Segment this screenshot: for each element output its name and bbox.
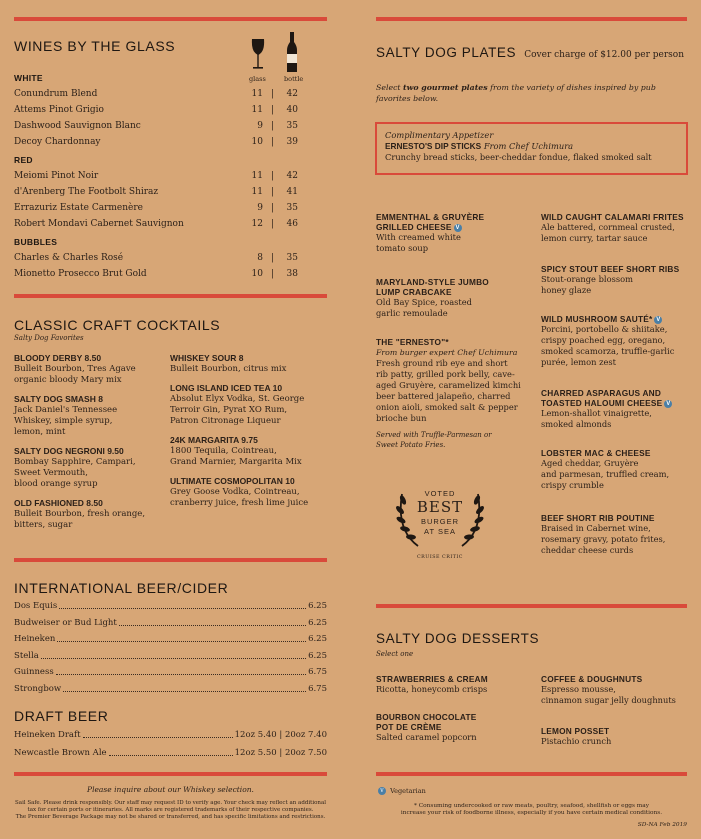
wine-name: Dashwood Sauvignon Blanc xyxy=(14,121,141,131)
wine-glass-price: 11 xyxy=(251,171,263,181)
menu-item-title xyxy=(541,726,696,736)
cocktail-ingredients: cranberry juice, fresh lime juice xyxy=(170,498,309,508)
cocktail-ingredients: Bombay Sapphire, Campari, xyxy=(14,457,136,467)
menu-item-title xyxy=(376,277,536,287)
menu-item xyxy=(541,388,691,430)
wine-name: Decoy Chardonnay xyxy=(14,137,101,147)
menu-item-title-text: WILD MUSHROOM SAUTÉ* xyxy=(541,314,653,324)
menu-item-title xyxy=(376,674,531,684)
divider-bar xyxy=(14,17,327,21)
dot-leader xyxy=(109,747,233,756)
cocktail-name: ULTIMATE COSMOPOLITAN 10 xyxy=(170,476,295,486)
divider-bar xyxy=(14,772,327,776)
menu-item-desc: purée, lemon zest xyxy=(541,357,616,367)
vegetarian-icon: V xyxy=(455,225,460,231)
wine-bottle-price: 38 xyxy=(286,269,298,279)
ernesto-title: THE "ERNESTO"* xyxy=(376,337,449,347)
beer-row xyxy=(14,600,327,612)
notice-line: * Consuming undercooked or raw meats, poultry, seafood, shellfish or eggs may xyxy=(413,803,650,809)
legal-line: Sail Safe. Please drink responsibly. Our staff may request ID to verify age. Your check may reflect an additional xyxy=(15,800,326,806)
ernesto-desc-line: brioche bun xyxy=(376,413,427,423)
vegetarian-icon: v xyxy=(378,787,386,795)
draft-price: 12oz 5.50 | 20oz 7.50 xyxy=(234,748,327,758)
plates-intro: Select two gourmet plates from the variety of dishes inspired by pub favorites below. xyxy=(376,83,656,103)
ernesto-from: From burger expert Chef Uchimura xyxy=(376,348,518,357)
menu-item-desc: smoked almonds xyxy=(541,419,612,429)
wine-name: Conundrum Blend xyxy=(14,89,98,99)
desserts-subtitle: Select one xyxy=(376,650,414,658)
wine-group-heading: WHITE xyxy=(14,73,43,83)
wine-glass-price: 11 xyxy=(251,187,263,197)
price-separator: | xyxy=(271,253,275,263)
cocktail-item xyxy=(170,476,330,509)
dot-leader xyxy=(41,650,306,659)
draft-name: Heineken Draft xyxy=(14,730,81,740)
cocktail-name: SALTY DOG SMASH 8 xyxy=(14,394,103,404)
menu-item-title xyxy=(376,712,531,722)
beer-name: Stella xyxy=(14,650,39,661)
dot-leader xyxy=(59,600,306,609)
draft-row xyxy=(14,729,327,741)
menu-item-title-text: EMMENTHAL & GRUYÈRE xyxy=(376,212,485,222)
beer-price: 6.75 xyxy=(308,683,327,694)
ernesto-served xyxy=(376,430,534,450)
cocktail-ingredients: Grand Marnier, Margarita Mix xyxy=(170,457,302,467)
cocktail-item xyxy=(14,394,164,438)
menu-item-title xyxy=(541,264,691,274)
ernesto-desc-line: beer battered jalapeño, charred xyxy=(376,391,511,401)
wine-glass-price: 11 xyxy=(251,105,263,115)
wine-glass-price: 9 xyxy=(257,203,263,213)
cocktail-item xyxy=(170,435,330,468)
menu-item-title-text: LUMP CRABCAKE xyxy=(376,287,452,297)
menu-item-title-text: TOASTED HALOUMI CHEESE xyxy=(541,398,663,408)
menu-item-desc: cheddar cheese curds xyxy=(541,545,634,555)
cocktail-item xyxy=(14,498,164,531)
price-separator: | xyxy=(271,89,275,99)
col-glass-label: glass xyxy=(249,75,266,83)
menu-item-title xyxy=(541,448,691,458)
award-burger: BURGER xyxy=(420,517,460,526)
wine-bottle-icon xyxy=(285,32,299,72)
cocktail-ingredients: organic bloody Mary mix xyxy=(14,375,122,385)
plates-title: SALTY DOG PLATES xyxy=(376,45,517,60)
ernesto-desc-line: Fresh ground rib eye and short xyxy=(376,358,508,368)
dot-leader xyxy=(119,617,306,626)
menu-item xyxy=(541,726,696,747)
wine-bottle-price: 41 xyxy=(286,187,298,197)
wine-name: Charles & Charles Rosé xyxy=(14,253,124,263)
wine-name: Attems Pinot Grigio xyxy=(14,105,104,115)
beer-price: 6.25 xyxy=(308,634,327,644)
wine-name: Robert Mondavi Cabernet Sauvignon xyxy=(14,219,184,229)
beer-row xyxy=(14,617,327,629)
draft-price: 12oz 5.40 | 20oz 7.40 xyxy=(234,730,327,740)
beer-name: Guinness xyxy=(14,667,54,677)
cocktail-ingredients: Absolut Elyx Vodka, St. George xyxy=(170,394,305,404)
menu-item-title-text: SPICY STOUT BEEF SHORT RIBS xyxy=(541,264,680,274)
wine-name: Mionetto Prosecco Brut Gold xyxy=(14,269,147,279)
wine-bottle-price: 35 xyxy=(286,253,298,263)
notice-line: increase your risk of foodborne illness, especially if you have certain medical conditions. xyxy=(400,810,663,816)
menu-item-desc: Porcini, portobello & shiitake, xyxy=(541,324,668,334)
appetizer-title: ERNESTO'S DIP STICKS From Chef Uchimura xyxy=(385,141,574,151)
beer-price: 6.25 xyxy=(308,650,327,661)
menu-item-title xyxy=(376,222,536,232)
ernesto-served-line: Sweet Potato Fries. xyxy=(376,441,446,449)
cocktail-ingredients: Grey Goose Vodka, Cointreau, xyxy=(170,487,300,497)
menu-item-title-text: COFFEE & DOUGHNUTS xyxy=(541,674,643,684)
legal-line: tax for certain ports or itineraries. All marks are registered trademarks of their respective companies. xyxy=(27,807,314,813)
vegetarian-icon: V xyxy=(666,401,671,407)
menu-item-desc: rosemary gravy, potato frites, xyxy=(541,534,666,544)
menu-item xyxy=(541,674,696,706)
wine-bottle-price: 35 xyxy=(286,121,298,131)
cocktail-ingredients: Bulleit Bourbon, fresh orange, xyxy=(14,509,146,519)
wine-name: Errazuriz Estate Carmenère xyxy=(14,203,144,213)
beer-name: Budweiser or Bud Light xyxy=(14,617,117,628)
legal-notice xyxy=(14,800,327,821)
menu-item xyxy=(376,212,536,254)
menu-item-desc: smoked scamorza, truffle-garlic xyxy=(541,346,675,356)
beer-row xyxy=(14,683,327,695)
price-separator: | xyxy=(271,219,275,229)
wine-bottle-price: 42 xyxy=(286,89,298,99)
menu-item-title-text: WILD CAUGHT CALAMARI FRITES xyxy=(541,212,684,222)
draft-title: DRAFT BEER xyxy=(14,708,109,724)
beer-price: 6.75 xyxy=(308,667,327,677)
menu-item-desc: crispy poached egg, oregano, xyxy=(541,335,666,345)
menu-item-title-text: LEMON POSSET xyxy=(541,726,610,736)
menu-item-title xyxy=(541,388,691,398)
col-bottle-label: bottle xyxy=(284,75,304,83)
cocktail-item xyxy=(14,353,164,386)
award-best: BEST xyxy=(416,498,464,516)
menu-item xyxy=(541,264,691,296)
divider-bar xyxy=(376,772,687,776)
ernesto-desc xyxy=(376,358,534,424)
menu-item-title xyxy=(541,212,691,222)
menu-item-desc: Salted caramel popcorn xyxy=(376,732,477,742)
cocktail-ingredients: 1800 Tequila, Cointreau, xyxy=(170,446,277,456)
wine-bottle-price: 42 xyxy=(286,171,298,181)
appetizer-desc: Crunchy bread sticks, beer-cheddar fondue, flaked smoked salt xyxy=(385,152,652,162)
menu-item-desc: honey glaze xyxy=(541,285,592,295)
beer-price: 6.25 xyxy=(308,601,327,611)
price-separator: | xyxy=(271,203,275,213)
menu-item-desc: Old Bay Spice, roasted xyxy=(376,297,472,307)
divider-bar xyxy=(14,294,327,298)
cocktails-left-column xyxy=(14,353,164,539)
cocktails-title: CLASSIC CRAFT COCKTAILS xyxy=(14,317,221,333)
cover-charge: Cover charge of $12.00 per person xyxy=(524,50,685,60)
whiskey-note: Please inquire about our Whiskey selection. xyxy=(87,785,254,794)
menu-item xyxy=(541,513,691,556)
wine-bottle-price: 46 xyxy=(286,219,298,229)
divider-bar xyxy=(14,558,327,562)
cocktail-ingredients: Whiskey, simple syrup, xyxy=(14,416,113,426)
wine-glass-price: 11 xyxy=(251,89,263,99)
menu-item-title-text: BEEF SHORT RIB POUTINE xyxy=(541,513,655,523)
cocktail-ingredients: lemon, mint xyxy=(14,427,66,437)
menu-item-title xyxy=(376,722,531,732)
dot-leader xyxy=(83,729,233,738)
wine-glass-price: 10 xyxy=(251,269,263,279)
menu-item xyxy=(541,212,691,244)
price-separator: | xyxy=(271,171,275,181)
menu-item-title-text: BOURBON CHOCOLATE xyxy=(376,712,477,722)
beer-name: Dos Equis xyxy=(14,601,58,611)
divider-bar xyxy=(376,17,687,21)
cocktail-name: OLD FASHIONED 8.50 xyxy=(14,498,103,508)
dot-leader xyxy=(57,633,306,642)
menu-item-title xyxy=(376,212,536,222)
menu-item-desc: Ricotta, honeycomb crisps xyxy=(376,684,488,694)
menu-code: SD-NA Feb 2019 xyxy=(637,822,687,828)
menu-item-desc: Braised in Cabernet wine, xyxy=(541,523,651,533)
vegetarian-legend: v Vegetarian xyxy=(376,787,426,795)
cocktail-item xyxy=(170,383,330,427)
cocktail-name: LONG ISLAND ICED TEA 10 xyxy=(170,383,283,393)
menu-item-desc: cinnamon sugar jelly doughnuts xyxy=(541,695,676,705)
wine-group-heading: BUBBLES xyxy=(14,237,58,247)
wine-name: Meiomi Pinot Noir xyxy=(14,171,99,181)
cocktail-name: 24K MARGARITA 9.75 xyxy=(170,435,258,445)
menu-item-desc: Ale battered, cornmeal crusted, xyxy=(541,222,675,232)
beer-row xyxy=(14,633,327,645)
menu-item-title-text: STRAWBERRIES & CREAM xyxy=(376,674,488,684)
beer-row xyxy=(14,666,327,678)
desserts-title: SALTY DOG DESSERTS xyxy=(376,631,540,646)
cocktail-ingredients: Jack Daniel's Tennessee xyxy=(14,405,118,415)
wine-bottle-price: 40 xyxy=(286,105,298,115)
cocktail-name: BLOODY DERBY 8.50 xyxy=(14,353,102,363)
legal-line: The Premier Beverage Package may not be shared or transferred, and has specific limitations and restrictions. xyxy=(15,814,326,820)
cocktail-ingredients: bitters, sugar xyxy=(14,520,73,530)
menu-item xyxy=(376,712,531,743)
ernesto-desc-line: aged Gruyère, caramelized kimchi xyxy=(376,380,521,390)
best-burger-award xyxy=(390,482,490,567)
menu-item xyxy=(541,448,691,491)
cocktails-right-column xyxy=(170,353,330,517)
cocktail-ingredients: Patron Citronage Liqueur xyxy=(170,416,281,426)
beer-name: Heineken xyxy=(14,634,56,644)
menu-item-desc: Espresso mousse, xyxy=(541,684,616,694)
beer-title: INTERNATIONAL BEER/CIDER xyxy=(14,580,229,596)
cocktail-ingredients: Bulleit Bourbon, citrus mix xyxy=(170,364,287,374)
cocktail-item xyxy=(170,353,330,375)
beer-name: Strongbow xyxy=(14,683,62,694)
price-separator: | xyxy=(271,187,275,197)
cocktail-ingredients: Sweet Vermouth, xyxy=(14,468,88,478)
cocktail-name: WHISKEY SOUR 8 xyxy=(170,353,244,363)
draft-row xyxy=(14,747,327,759)
vegetarian-icon: V xyxy=(656,317,661,323)
cocktail-ingredients: Bulleit Bourbon, Tres Agave xyxy=(14,364,136,374)
menu-item-title xyxy=(541,398,691,408)
award-source: CRUISE CRITIC xyxy=(417,555,463,560)
wine-glass-icon xyxy=(250,38,266,72)
menu-item-desc: and parmesan, truffled cream, xyxy=(541,469,670,479)
wine-glass-price: 10 xyxy=(251,137,263,147)
food-safety-notice xyxy=(376,803,687,817)
menu-item-title-text: LOBSTER MAC & CHEESE xyxy=(541,448,651,458)
menu-item xyxy=(376,277,536,319)
menu-item-desc: Stout-orange blossom xyxy=(541,274,633,284)
ernesto-desc-line: rib patty, grilled pork belly, cave- xyxy=(376,369,515,379)
cocktail-item xyxy=(14,446,164,490)
award-voted: VOTED xyxy=(424,489,456,498)
menu-item-title-text: POT DE CRÈME xyxy=(376,722,442,732)
wine-glass-price: 12 xyxy=(251,219,263,229)
appetizer-label: Complimentary Appetizer xyxy=(385,130,494,140)
award-at-sea: AT SEA xyxy=(424,527,456,536)
menu-item-desc: Pistachio crunch xyxy=(541,736,612,746)
ernesto-item xyxy=(376,337,534,450)
menu-item-title xyxy=(541,314,691,324)
divider-bar xyxy=(376,604,687,608)
menu-item-desc: lemon curry, tartar sauce xyxy=(541,233,648,243)
price-separator: | xyxy=(271,137,275,147)
wine-bottle-price: 39 xyxy=(286,137,298,147)
price-separator: | xyxy=(271,121,275,131)
price-separator: | xyxy=(271,105,275,115)
beer-row xyxy=(14,650,327,662)
menu-item-title xyxy=(541,513,691,523)
dot-leader xyxy=(63,683,306,692)
ernesto-served-line: Served with Truffle-Parmesan or xyxy=(376,431,492,439)
menu-item-title xyxy=(376,287,536,297)
wine-name: d'Arenberg The Footbolt Shiraz xyxy=(14,187,159,197)
wine-bottle-price: 35 xyxy=(286,203,298,213)
wine-group-heading: RED xyxy=(14,155,33,165)
menu-item-title-text: GRILLED CHEESE xyxy=(376,222,452,232)
menu-item xyxy=(376,674,531,695)
cocktail-ingredients: Terroir Gin, Pyrat XO Rum, xyxy=(170,405,288,415)
menu-item-desc: tomato soup xyxy=(376,243,429,253)
draft-name: Newcastle Brown Ale xyxy=(14,748,107,758)
menu-item-desc: With creamed white xyxy=(376,232,461,242)
cocktail-name: SALTY DOG NEGRONI 9.50 xyxy=(14,446,124,456)
menu-item-desc: garlic remoulade xyxy=(376,308,448,318)
appetizer-box xyxy=(375,122,688,175)
cocktails-subtitle: Salty Dog Favorites xyxy=(14,334,84,342)
wine-glass-price: 9 xyxy=(257,121,263,131)
wines-title: WINES BY THE GLASS xyxy=(14,38,176,54)
plates-heading xyxy=(376,42,684,61)
menu-item-desc: crispy crumble xyxy=(541,480,604,490)
ernesto-desc-line: onion aioli, smoked salt & pepper xyxy=(376,402,518,412)
cocktail-ingredients: blood orange syrup xyxy=(14,479,98,489)
menu-item-title-text: CHARRED ASPARAGUS AND xyxy=(541,388,662,398)
price-separator: | xyxy=(271,269,275,279)
menu-item-title xyxy=(541,674,696,684)
menu-item xyxy=(541,314,691,368)
dot-leader xyxy=(56,666,306,675)
wine-glass-price: 8 xyxy=(257,253,263,263)
menu-item-desc: Aged cheddar, Gruyère xyxy=(541,458,639,468)
menu-item-title-text: MARYLAND-STYLE JUMBO xyxy=(376,277,489,287)
beer-price: 6.25 xyxy=(308,617,327,628)
menu-item-desc: Lemon-shallot vinaigrette, xyxy=(541,408,652,418)
